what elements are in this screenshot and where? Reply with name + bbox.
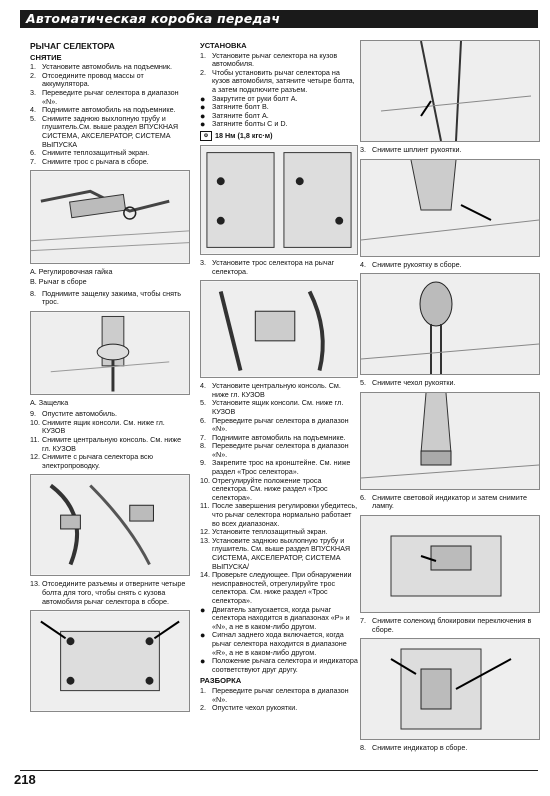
cable-install-illustration — [201, 281, 357, 377]
list-item: 5. Снимите чехол рукоятки. — [360, 378, 456, 388]
knob-pin-illustration — [361, 41, 539, 141]
figure-knob-boot — [360, 273, 540, 375]
list-item: 11. После завершения регулировки убедитесь, что рычаг селектора нормально работает во всех диапазонах. — [200, 501, 358, 528]
indicator-assembly-illustration — [361, 639, 539, 739]
torque-wrench-icon: ⚙ — [200, 131, 212, 141]
list-item: 14. Проверьте следующее. При обнаружении неисправностей, отрегулируйте трос селектора. См. ниже раздел «Трос селектора». — [200, 570, 352, 605]
list-item: 3. Снимите шплинт рукоятки. — [360, 145, 462, 154]
knob-remove-illustration — [361, 160, 539, 256]
disassembly-title: РАЗБОРКА — [200, 676, 242, 686]
list-item: 12. Снимите с рычага селектора всю электропроводку. — [30, 452, 153, 470]
column-left — [30, 40, 190, 716]
bullet-item: ● Затяните болты C и D. — [200, 119, 288, 130]
list-item: 5. Установите ящик консоли. См. ниже гл. КУЗОВ — [200, 398, 344, 416]
removal-title: СНЯТИЕ — [30, 52, 62, 62]
cable-lever-illustration — [31, 171, 189, 263]
figure-caption-a: A. Регулировочная гайка — [30, 267, 113, 277]
page-header — [20, 10, 538, 28]
figure-caption-b: B. Рычаг в сборе — [30, 276, 87, 286]
list-item: 2. Чтобы установить рычаг селектора на кузов автомобиля, затяните четыре болта, а затем подключите разъем. — [200, 67, 355, 94]
cable-latch-illustration — [31, 312, 189, 394]
figure-indicator-assembly — [360, 638, 540, 740]
figure-wiring — [30, 474, 190, 576]
bullet-item: ● Положение рычага селектора и индикатора соответствуют друг другу. — [200, 656, 358, 674]
bullet-item: ● Сигнал заднего хода включается, когда рычаг селектора находится в диапазоне «R», а не в каком-либо другом. — [200, 630, 347, 657]
list-item: 3. Установите трос селектора на рычаг селектора. — [200, 257, 335, 276]
bullet-item: ● Двигатель запускается, когда рычаг селектора находится в диапазонах «P» и «N», а не в каком-либо другом. — [200, 604, 350, 631]
list-item: 6. Переведите рычаг селектора в диапазон «N». — [200, 415, 349, 434]
figure-knob-remove — [360, 159, 540, 257]
footer-rule — [20, 770, 538, 771]
list-item: 7. Снимите соленоид блокировки переключения в сборе. — [360, 615, 532, 634]
list-item: 4. Снимите рукоятку в сборе. — [360, 259, 462, 269]
torque-spec — [200, 131, 358, 141]
wiring-illustration — [31, 475, 189, 575]
removal-steps-2 — [30, 410, 190, 470]
list-item: 2. Опустите чехол рукоятки. — [200, 703, 298, 713]
figure-solenoid — [360, 515, 540, 613]
solenoid-illustration — [361, 516, 539, 612]
list-item: 1. Установите рычаг селектора на кузов автомобиля. — [200, 50, 338, 69]
indicator-lamp-illustration — [361, 393, 539, 489]
list-item: 4. Поднимите автомобиль на подъемнике. — [30, 105, 176, 115]
figure-cable-install — [200, 280, 358, 378]
list-item: 11. Снимите центральную консоль. См. ниже гл. КУЗОВ — [30, 435, 182, 453]
bullet-item: ● Закрутите от руки болт A. — [200, 93, 298, 104]
header-title: Автоматическая коробка передач — [26, 11, 281, 26]
install-steps-2 — [200, 382, 358, 605]
list-item: 7. Поднимите автомобиль на подъемнике. — [200, 432, 346, 442]
list-item: 8. Переведите рычаг селектора в диапазон «N». — [200, 441, 349, 459]
knob-boot-illustration — [361, 274, 539, 374]
list-item: 9. Закрепите трос на кронштейне. См. ниже раздел «Трос селектора». — [200, 458, 351, 477]
list-item: 13. Отсоедините разъемы и отверните четыре болта для того, чтобы снять с кузова автомобиля рычаг селектора в сборе. — [30, 579, 186, 606]
list-item: 9. Опустите автомобиль. — [30, 409, 117, 419]
removal-steps — [30, 63, 190, 166]
list-item: 10. Снимите ящик консоли. См. ниже гл. КУЗОВ — [30, 417, 165, 436]
list-item: 6. Снимите теплозащитный экран. — [30, 148, 150, 158]
list-item: 12. Установите теплозащитный экран. — [200, 527, 328, 537]
list-item: 13. Установите заднюю выхлопную трубу и глушитель. См. выше раздел ВПУСКНАЯ СИСТЕМА, АКСЕЛЕРАТОР, СИСТЕМА ВЫПУСКА/ — [200, 535, 351, 571]
list-item: 3. Переведите рычаг селектора в диапазон «N». — [30, 87, 179, 106]
list-item: 7. Снимите трос с рычага в сборе. — [30, 156, 149, 166]
list-item: 8. Снимите индикатор в сборе. — [360, 743, 468, 753]
list-item: 4. Установите центральную консоль. См. ниже гл. КУЗОВ — [200, 381, 341, 399]
list-item: 1. Установите автомобиль на подъемник. — [30, 62, 173, 72]
page-number: 218 — [14, 772, 36, 787]
torque-value: 18 Нм (1,8 кгс·м) — [215, 130, 273, 140]
figure-bolts-removal — [30, 610, 190, 712]
figure-cable-latch — [30, 311, 190, 395]
list-item: 5. Снимите заднюю выхлопную трубу и глушитель.См. выше раздел ВПУСКНАЯ СИСТЕМА, АКСЕЛЕРАТОР, СИСТЕМА ВЫПУСКА — [30, 113, 179, 149]
bullet-item: ● Затяните болт A. — [200, 110, 269, 121]
bolts-abcd-illustration — [201, 146, 357, 254]
list-item: 2. Отсоедините провод массы от аккумулятора. — [30, 70, 144, 89]
bolts-removal-illustration — [31, 611, 189, 711]
figure-cable-adjust-nut — [30, 170, 190, 264]
list-item: 8. Поднимите защелку зажима, чтобы снять трос. — [30, 288, 182, 307]
section-title: РЫЧАГ СЕЛЕКТОРА — [30, 41, 115, 51]
bullet-item: ● Затяните болт B. — [200, 102, 269, 113]
list-item: 6. Снимите световой индикатор и затем снимите лампу. — [360, 492, 527, 511]
install-title: УСТАНОВКА — [200, 41, 247, 50]
figure-indicator-lamp — [360, 392, 540, 490]
column-middle — [200, 40, 358, 713]
figure-knob-pin — [360, 40, 540, 142]
list-item: 1. Переведите рычаг селектора в диапазон «N». — [200, 685, 349, 704]
list-item: 10. Отрегулируйте положение троса селектора. См. ниже раздел «Трос селектора». — [200, 475, 328, 502]
figure-bolts-abcd — [200, 145, 358, 255]
figure-caption-latch: A. Защелка — [30, 397, 69, 407]
column-right — [360, 40, 540, 753]
